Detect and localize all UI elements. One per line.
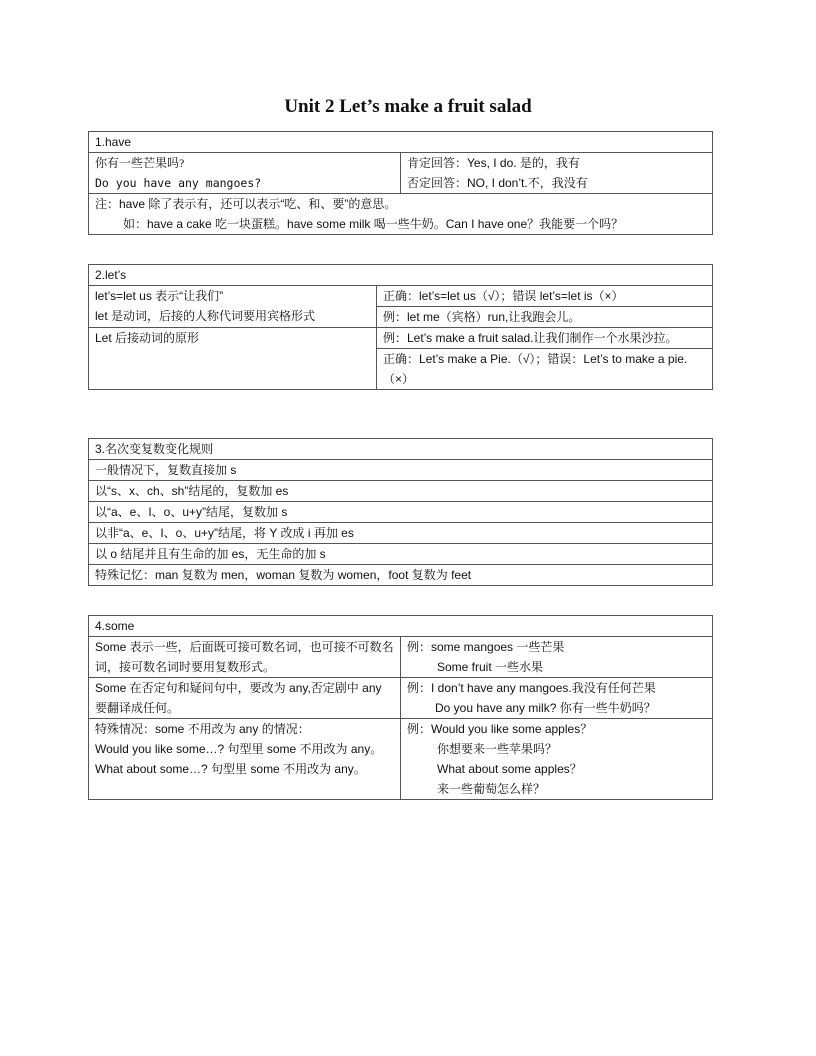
some-special-example-3: What about some apples？ — [437, 762, 582, 776]
have-question-en: Do you have any mangoes? — [95, 176, 262, 190]
some-example-1: 例：some mangoes 一些芒果 — [407, 640, 565, 654]
some-special-example-cell — [401, 719, 713, 800]
some-any-cell — [89, 678, 401, 719]
plural-rule-row — [89, 544, 713, 565]
some-table — [88, 615, 713, 800]
lets-correct-cell: 正确：let’s=let us（√）；错误 let’s=let is（×） — [377, 286, 713, 307]
some-usage-cell — [89, 637, 401, 678]
plural-table — [88, 438, 713, 586]
some-any-example-2: Do you have any milk? 你有一些牛奶吗？ — [435, 701, 656, 715]
some-any-example-cell — [401, 678, 713, 719]
some-special-example-2: 你想要来一些苹果吗？ — [437, 742, 558, 756]
lets-sentence: 例：Let’s make a fruit salad.让我们制作一个水果沙拉。 — [383, 331, 678, 345]
lets-sentence-cell — [377, 328, 713, 349]
plural-rule-row — [89, 481, 713, 502]
plural-heading: 3.名次变复数变化规则 — [89, 439, 713, 460]
have-note-row — [89, 194, 713, 235]
lets-correct-wrong: 正确：Let’s make a Pie.（√）；错误：Let’s to make a pie.（×） — [383, 352, 688, 386]
some-heading: 4.some — [89, 616, 713, 637]
some-row-2 — [89, 678, 713, 719]
have-question-cell — [89, 153, 401, 194]
lets-rule-1: let’s=let us 表示“让我们” — [95, 289, 224, 303]
lets-example-cell: 例：let me（宾格）run,让我跑会儿。 — [377, 307, 713, 328]
plural-rule-2: 以“s、x、ch、sh”结尾的，复数加 es — [89, 481, 713, 502]
have-question-cn: 你有一些芒果吗? — [95, 156, 185, 170]
some-row-3 — [89, 719, 713, 800]
some-any-rule: Some 在否定句和疑问句中，要改为 any,否定剧中 any 要翻译成任何。 — [95, 681, 382, 715]
have-qa-row — [89, 153, 713, 194]
have-note-cell — [89, 194, 713, 235]
have-answer-yes: 肯定回答：Yes, I do. 是的，我有 — [407, 156, 580, 170]
page-title: Unit 2 Let’s make a fruit salad — [284, 96, 532, 117]
some-row-1 — [89, 637, 713, 678]
lets-row-3 — [89, 328, 713, 349]
plural-rule-3: 以“a、e、I、o、u+y”结尾，复数加 s — [89, 502, 713, 523]
have-heading: 1.have — [89, 132, 713, 153]
plural-rule-row — [89, 502, 713, 523]
some-usage-example-cell — [401, 637, 713, 678]
have-heading-row — [89, 132, 713, 153]
lets-heading: 2.let’s — [89, 265, 713, 286]
have-answer-no: 否定回答：NO, I don’t.不，我没有 — [407, 176, 588, 190]
have-answer-cell — [401, 153, 713, 194]
have-example: 如：have a cake 吃一块蛋糕。have some milk 喝一些牛奶。Can I have one？我能要一个吗？ — [123, 217, 624, 231]
some-special-example-1: 例：Would you like some apples？ — [407, 722, 593, 736]
lets-row-1 — [89, 286, 713, 307]
lets-verb-rule-cell: Let 后接动词的原形 — [89, 328, 377, 390]
plural-rule-5: 以 o 结尾并且有生命的加 es，无生命的加 s — [89, 544, 713, 565]
plural-rule-1: 一般情况下，复数直接加 s — [89, 460, 713, 481]
lets-rule-cell — [89, 286, 377, 328]
some-example-2: Some fruit 一些水果 — [437, 660, 544, 674]
have-table — [88, 131, 713, 235]
lets-correct-wrong-cell — [377, 349, 713, 390]
plural-rule-row — [89, 523, 713, 544]
plural-rule-row — [89, 460, 713, 481]
plural-heading-row — [89, 439, 713, 460]
some-special-3: What about some…? 句型里 some 不用改为 any。 — [95, 762, 366, 776]
have-note: 注：have 除了表示有，还可以表示“吃、和、要”的意思。 — [95, 197, 397, 211]
lets-heading-row — [89, 265, 713, 286]
some-any-example-1: 例：I don’t have any mangoes.我没有任何芒果 — [407, 681, 656, 695]
some-special-cell — [89, 719, 401, 800]
lets-rule-2: let 是动词，后接的人称代词要用宾格形式 — [95, 309, 316, 323]
some-special-1: 特殊情况：some 不用改为 any 的情况： — [95, 722, 310, 736]
some-usage: Some 表示一些，后面既可接可数名词，也可接不可数名词，接可数名词时要用复数形式。 — [95, 640, 394, 674]
some-heading-row — [89, 616, 713, 637]
some-special-example-4: 来一些葡萄怎么样？ — [437, 782, 546, 796]
plural-rule-6: 特殊记忆：man 复数为 men，woman 复数为 women，foot 复数为 feet — [89, 565, 713, 586]
plural-rule-4: 以非“a、e、I、o、u+y”结尾，将 Y 改成 i 再加 es — [89, 523, 713, 544]
plural-rule-row — [89, 565, 713, 586]
lets-table — [88, 264, 713, 390]
some-special-2: Would you like some…? 句型里 some 不用改为 any。 — [95, 742, 383, 756]
